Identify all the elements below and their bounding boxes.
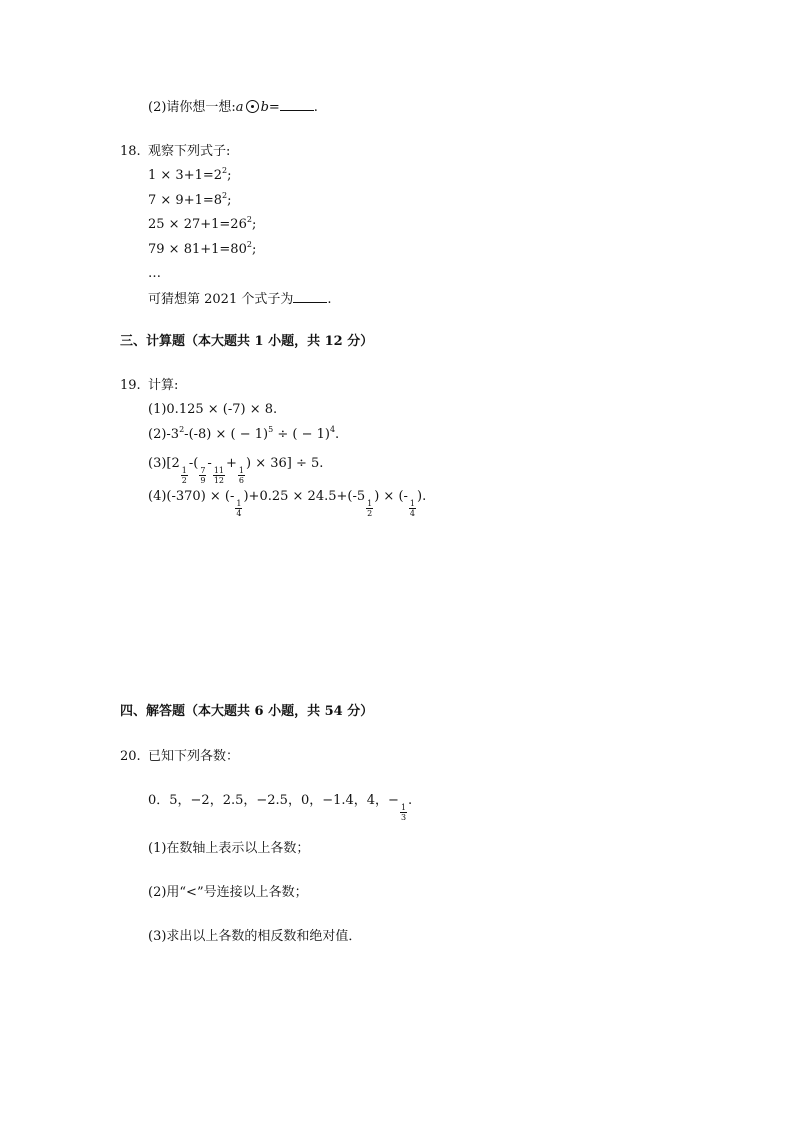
q19-prompt: 计算: [148,378,179,393]
q20-subq-3: (3)求出以上各数的相反数和绝对值． [148,929,362,944]
q20-numbers: 0．5，−2，2.5，−2.5，0，−1.4，4，− $\frac{1}{3}$ . [148,793,413,822]
var-b: b [260,100,269,115]
q18-line-1: $1 \times 3+1=2^2$; [148,166,232,183]
q18-number: 18. [120,144,141,159]
q18-ellipsis: … [148,266,161,281]
odot-operator-icon [246,100,259,113]
q17-part2-prefix: (2)请你想一想: [148,100,236,115]
q20-prompt: 已知下列各数： [148,749,240,764]
q20-subq-2: (2)用“<”号连接以上各数； [148,885,308,900]
q18-guess: 可猜想第 2021 个式子为 . [148,292,332,307]
q18-line-4: $79 \times 81+1=80^2$; [148,240,257,257]
q20-number: 20. [120,749,141,764]
q18-line-3: $25 \times 27+1=26^2$; [148,215,257,232]
answer-blank [293,290,327,303]
q19-part4: (4)(-370) × (- $\frac{1}{4}$ )+0.25 × 24.5+(-5 $\frac{1}{2}$ ) × (- $\frac{1}{4}$ ). [148,489,427,518]
fraction: $\frac{1}{2}$ [367,499,373,518]
fraction: $\frac{1}{2}$ [181,466,187,485]
q18-line-2: $7 \times 9+1=8^2$; [148,191,232,208]
fraction: $\frac{1}{4}$ [236,499,242,518]
var-a: a [235,100,244,115]
q18-prompt: 观察下列式子: [148,144,231,159]
q19-number: 19. [120,378,141,393]
fraction: $\frac{1}{6}$ [238,466,245,485]
fraction: $\frac{1}{4}$ [409,499,416,518]
q17-part2: (2)请你想一想:a b= . [148,100,318,115]
section-4-heading: 四、解答题（本大题共 6 小题，共 54 分） [120,704,374,719]
fraction: $\frac{1}{3}$ [400,803,407,822]
answer-blank [280,98,314,111]
q20-subq-1: (1)在数轴上表示以上各数； [148,841,310,856]
q19-part1: (1)0.125 × (-7) × 8. [148,402,278,417]
q19-part3: (3)[2 $\frac{1}{2}$ -( $\frac{7}{9}$ - $\frac{11}{12}$ + $\frac{1}{6}$ ) × 36] ÷ 5. [148,456,324,485]
fraction: $\frac{11}{12}$ [213,466,225,485]
section-3-heading: 三、计算题（本大题共 1 小题，共 12 分） [120,334,374,349]
q19-part2: $(2)-3^2-(-8)$ × ( − 1)$^5$ ÷ ( − 1)$^4$. [148,425,340,442]
fraction: $\frac{7}{9}$ [200,466,206,485]
